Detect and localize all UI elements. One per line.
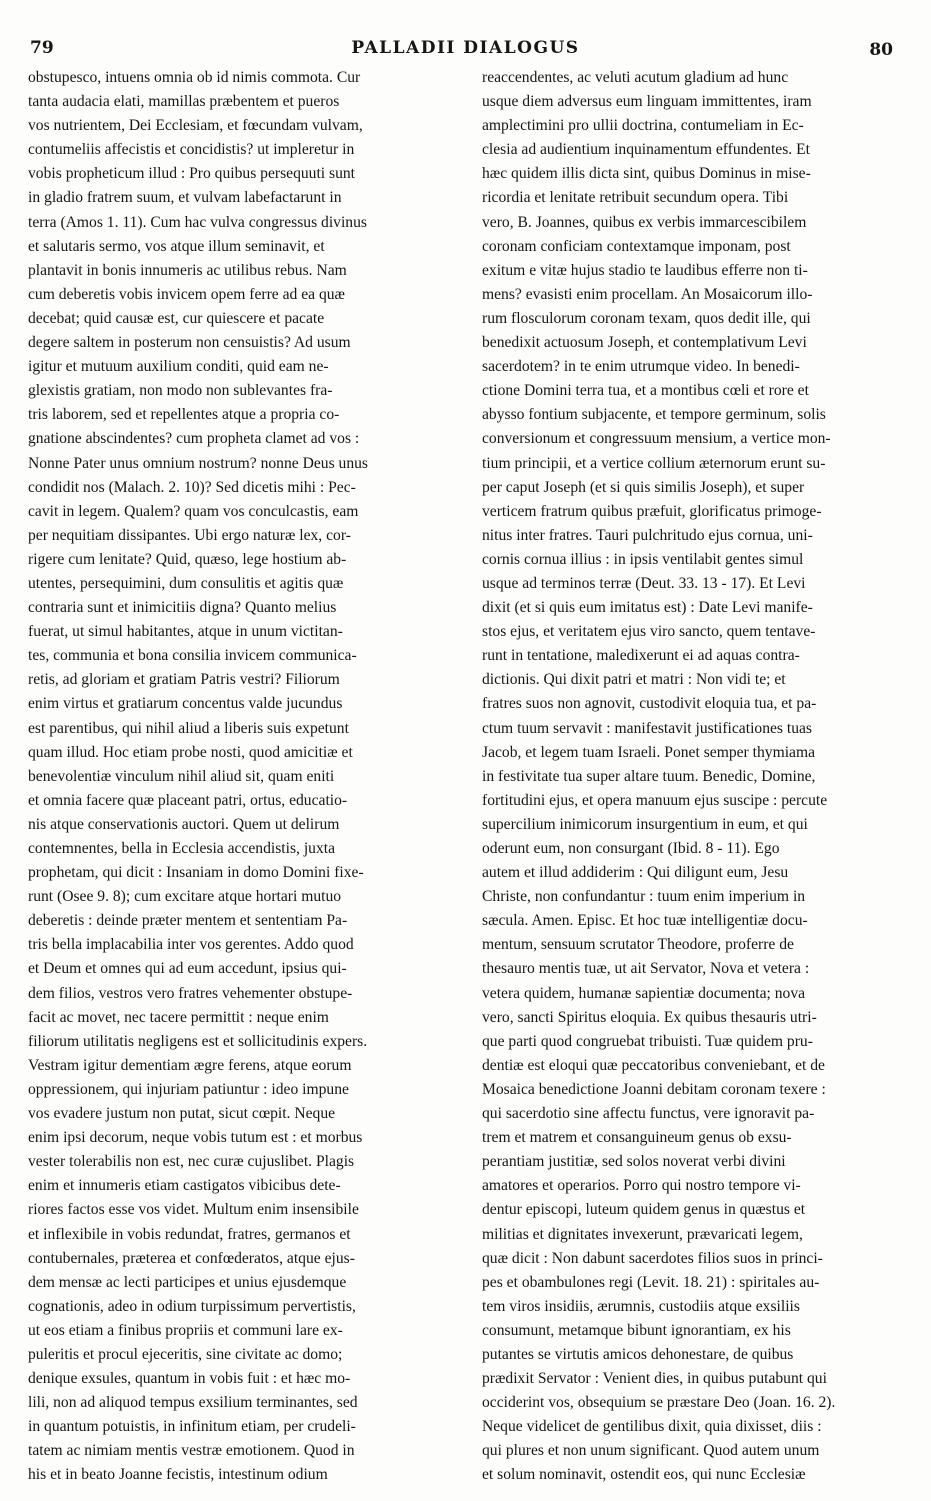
text-line: vero, B. Joannes, quibus ex verbis immarcescibilem (482, 213, 807, 231)
text-line: hæc quidem illis dicta sint, quibus Dominus in mise- (482, 165, 811, 183)
text-line: oderunt eum, non consurgant (Ibid. 8 - 11). Ego (482, 840, 780, 857)
text-line: et salutaris sermo, vos atque illum seminavit, et (28, 237, 325, 255)
text-line: consumunt, metamque bibunt ignorantiam, ex his (482, 1321, 791, 1339)
text-line: cornis cornua illius : in ipsis ventilabit gentes simul (482, 550, 804, 568)
page-number-left: 79 (30, 38, 54, 58)
text-line: tatem ac nimiam mentis vestræ emotionem. Quod in (28, 1442, 355, 1460)
text-line: ctione Domini terra tua, et a montibus cœli et rore et (482, 382, 809, 400)
text-line: dixit (et si quis eum imitatus est) : Date Levi manife- (482, 599, 813, 617)
text-line: militias et dignitates invexerunt, prævaricati legem, (482, 1225, 803, 1243)
text-line: vos evadere justum non putat, sicut cœpit. Neque (28, 1105, 336, 1123)
text-line: cognationis, adeo in odium turpissimum pervertistis, (28, 1297, 356, 1315)
text-line: cavit in legem. Qualem? quam vos conculcastis, eam (28, 502, 359, 520)
text-line: nis atque conservationis auctori. Quem ut delirum (28, 815, 340, 833)
text-line: verticem fratrum quibus præfuit, glorificatus primoge- (482, 502, 822, 520)
text-line: igitur et mutuum auxilium conditi, quid eam ne- (28, 358, 329, 376)
text-line: qui plures et non unum significant. Quod autem unum (482, 1442, 820, 1460)
text-line: enim ipsi decorum, neque vobis tutum est : et morbus (28, 1129, 363, 1147)
text-line: dictionis. Qui dixit patri et matri : Non vidi te; et (482, 671, 786, 689)
text-line: prædixit Servator : Venient dies, in quibus putabunt qui (482, 1370, 827, 1388)
text-line: condidit nos (Malach. 2. 10)? Sed dicetis mihi : Pec- (28, 478, 356, 496)
text-line: tris laborem, sed et repellentes atque a propria co- (28, 406, 340, 424)
text-line: perantiam justitiæ, sed solos noverat verbi divini (482, 1153, 786, 1171)
text-line: oppressionem, qui injuriam patiuntur : ideo impune (28, 1080, 349, 1098)
text-line: tes, communia et bona consilia invicem communica- (28, 647, 357, 665)
text-line: tanta audacia elati, mamillas præbentem et pueros (28, 93, 340, 111)
text-line: runt (Osee 9. 8); cum excitare atque hortari mutuo (28, 888, 342, 906)
text-line: Mosaica benedictione Joanni debitam coronam texere : (482, 1080, 826, 1098)
left-column (28, 66, 456, 1488)
text-line: vobis propheticum illud : Pro quibus persequuti sunt (28, 165, 356, 183)
text-line: ut eos etiam a finibus propriis et communi lare ex- (28, 1321, 343, 1339)
text-line: conversionum et congressuum mensium, a vertice mon- (482, 430, 831, 448)
text-line: thesauro mentis tuæ, ut ait Servator, Nova et vetera : (482, 960, 810, 978)
text-line: plantavit in bonis innumeris ac utilibus rebus. Nam (28, 261, 347, 279)
text-line: Jacob, et legem tuam Israeli. Ponet semper thymiama (482, 743, 815, 761)
text-line: tris bella implacabilia inter vos gerentes. Addo quod (28, 936, 354, 954)
column-text (482, 66, 906, 1488)
text-line: denique exsules, quantum in vobis fuit : et hæc mo- (28, 1370, 351, 1388)
text-line: Christe, non confundantur : tuum enim imperium in (482, 888, 806, 906)
text-line: est parentibus, qui nihil aliud a liberis suis expetunt (28, 719, 349, 737)
text-line: et solum nominavit, ostendit eos, qui nunc Ecclesiæ (482, 1466, 806, 1484)
text-line: in quantum potuistis, in infinitum etiam, per crudeli- (28, 1418, 356, 1436)
text-line: autem et illud addiderim : Qui diligunt eum, Jesu (482, 864, 789, 882)
text-line: ricordia et lenitate retribuit secundum opera. Tibi (482, 189, 789, 207)
text-line: exitum e vitæ hujus stadio te laudibus efferre non ti- (482, 261, 808, 279)
text-line: dentiæ est eloqui quæ peccatoribus conveniebant, et de (482, 1056, 825, 1074)
text-line: per caput Joseph (et si quis similis Joseph), et super (482, 478, 805, 496)
text-line: coronam conficiam contextamque imponam, post (482, 237, 791, 255)
text-line: prophetam, qui dicit : Insaniam in domo Domini fixe- (28, 864, 364, 882)
text-line: cum deberetis vobis invicem opem ferre ad ea quæ (28, 285, 345, 303)
text-line: contubernales, præterea et confœderatos, atque ejus- (28, 1249, 355, 1267)
text-line: per nequitiam dissipantes. Ubi ergo naturæ lex, cor- (28, 526, 351, 544)
text-line: dem filios, vestros vero fratres vehementer obstupe- (28, 984, 353, 1002)
text-line: rigere cum lenitate? Quid, quæso, lege hostium ab- (28, 550, 347, 568)
text-line: in gladio fratrem suum, et vulvam labefactarunt in (28, 189, 342, 207)
text-line: supercilium inimicorum insurgentium in eum, et qui (482, 815, 808, 833)
text-line: puleritis et procul ejeceritis, sine civitate ac domo; (28, 1345, 343, 1363)
text-line: quam illud. Hoc etiam probe nosti, quod amicitiæ et (28, 743, 353, 761)
text-line: fortitudini ejus, et opera manuum ejus suscipe : percute (482, 791, 828, 809)
text-line: nitus inter fratres. Tauri pulchritudo ejus cornua, uni- (482, 526, 813, 544)
text-line: ctum tuum servavit : manifestavit justificationes tuas (482, 719, 812, 737)
text-line: et inflexibile in vobis redundat, fratres, germanos et (28, 1225, 351, 1243)
text-line: filiorum utilitatis negligens est et sollicitudinis expers. (28, 1032, 368, 1050)
text-line: contumeliis affecistis et concidistis? ut impleretur in (28, 141, 355, 159)
text-line: vetera quidem, humanæ sapientiæ documenta; nova (482, 984, 806, 1002)
text-line: mentum, sensuum scrutator Theodore, proferre de (482, 936, 794, 954)
text-line: benevolentiæ vinculum nihil aliud sit, quam eniti (28, 767, 335, 785)
text-line: que parti quod congruebat tribuisti. Tuæ quidem pru- (482, 1032, 813, 1050)
text-line: usque diem adversus eum linguam immittentes, iram (482, 93, 812, 111)
text-line: qui sacerdotio sine affectu functus, vere ignoravit pa- (482, 1105, 815, 1123)
text-line: degere saltem in posterum non censuistis? Ad usum (28, 334, 351, 352)
text-line: contemnentes, bella in Ecclesia accendistis, juxta (28, 840, 335, 857)
text-line: dentur episcopi, luteum quidem genus in quæstus et (482, 1201, 806, 1219)
text-line: pes et obambulones regi (Levit. 18. 21) : spiritales au- (482, 1273, 820, 1291)
text-line: occiderint vos, obsequium se præstare Deo (Joan. 16. 2). (482, 1394, 836, 1412)
text-line: utentes, persequimini, dum consulitis et agitis quæ (28, 574, 344, 592)
running-title: PALLADII DIALOGUS (351, 38, 580, 58)
text-line: abysso fontium subjacente, et tempore germinum, solis (482, 406, 826, 424)
text-line: amatores et operarios. Porro qui nostro tempore vi- (482, 1177, 801, 1195)
text-line: stos ejus, et veritatem ejus viro sancto, quem tentave- (482, 623, 816, 641)
right-column (482, 66, 906, 1488)
text-line: rum flosculorum coronam texam, quos dedit ille, qui (482, 309, 811, 327)
text-line: benedixit actuosum Joseph, et contemplativum Levi (482, 334, 807, 352)
text-line: reaccendentes, ac veluti acutum gladium ad hunc (482, 69, 789, 86)
text-line: clesia ad audientium inquinamentum effundentes. Et (482, 141, 810, 159)
text-line: riores factos esse vos videt. Multum enim insensibile (28, 1201, 359, 1219)
page-number-right: 80 (869, 40, 893, 60)
text-line: gnatione abscindentes? cum propheta clamet ad vos : (28, 430, 360, 448)
text-line: lili, non ad aliquod tempus exsilium terminantes, sed (28, 1394, 358, 1412)
text-line: glexistis gratiam, non modo non sublevantes fra- (28, 382, 333, 400)
text-line: usque ad terminos terræ (Deut. 33. 13 - 17). Et Levi (482, 574, 806, 592)
text-line: tem viros insidiis, ærumnis, custodiis atque exsiliis (482, 1297, 800, 1315)
text-line: fratres suos non agnovit, custodivit eloquia tua, et pa- (482, 695, 817, 713)
text-line: Vestram igitur dementiam ægre ferens, atque eorum (28, 1056, 352, 1074)
text-line: terra (Amos 1. 11). Cum hac vulva congressus divinus (28, 213, 367, 231)
text-line: trem et matrem et consanguineum genus ob exsu- (482, 1129, 792, 1147)
text-line: dem mensæ ac lecti participes et unius ejusdemque (28, 1273, 347, 1291)
text-line: amplectimini pro ullii doctrina, contumeliam in Ec- (482, 117, 804, 135)
text-line: facit ac movet, nec tacere permittit : neque enim (28, 1008, 329, 1026)
text-line: in festivitate tua super altare tuum. Benedic, Domine, (482, 767, 816, 785)
text-line: vero, sancti Spiritus eloquia. Ex quibus thesauris utri- (482, 1008, 817, 1026)
text-line: deberetis : deinde præter mentem et sententiam Pa- (28, 912, 348, 930)
text-line: sacerdotem? in te enim utrumque video. In benedi- (482, 358, 800, 376)
text-line: mens? evasisti enim procellam. An Mosaicorum illo- (482, 285, 813, 303)
text-line: decebat; quid causæ est, cur quiescere et pacate (28, 309, 325, 327)
text-line: Nonne Pater unus omnium nostrum? nonne Deus unus (28, 454, 368, 472)
text-line: contraria sunt et inimicitiis digna? Quanto melius (28, 599, 337, 617)
text-line: vos nutrientem, Dei Ecclesiam, et fœcundam vulvam, (28, 117, 363, 135)
column-text (28, 66, 456, 1488)
text-line: fuerat, ut simul habitantes, atque in unum victitan- (28, 623, 343, 641)
text-line: et omnia facere quæ placeant patri, ortus, educatio- (28, 791, 348, 809)
text-line: retis, ad gloriam et gratiam Patris vestri? Filiorum (28, 671, 340, 689)
text-line: tium principii, et a vertice collium æternorum erunt su- (482, 454, 826, 472)
text-line: his et in beato Joanne fecistis, intestinum odium (28, 1466, 328, 1484)
text-line: obstupesco, intuens omnia ob id nimis commota. Cur (28, 69, 361, 86)
text-line: Neque videlicet de gentilibus dixit, quia dixisset, diis : (482, 1418, 822, 1436)
text-line: enim virtus et gratiarum concentus valde jucundus (28, 695, 343, 713)
text-line: putantes se virtutis amicos dehonestare, de quibus (482, 1345, 794, 1363)
page-header (0, 38, 931, 64)
text-line: enim et innumeris etiam castigatos vibicibus dete- (28, 1177, 341, 1195)
text-line: sæcula. Amen. Episc. Et hoc tuæ intelligentiæ docu- (482, 912, 808, 930)
text-line: et Deum et omnes qui ad eum accedunt, ipsius qui- (28, 960, 347, 978)
text-line: runt in tentatione, maledixerunt ei ad aquas contra- (482, 647, 800, 665)
text-line: vester tolerabilis non est, nec curæ cujuslibet. Plagis (28, 1153, 355, 1171)
text-line: quæ dicit : Non dabunt sacerdotes filios suos in princi- (482, 1249, 823, 1267)
